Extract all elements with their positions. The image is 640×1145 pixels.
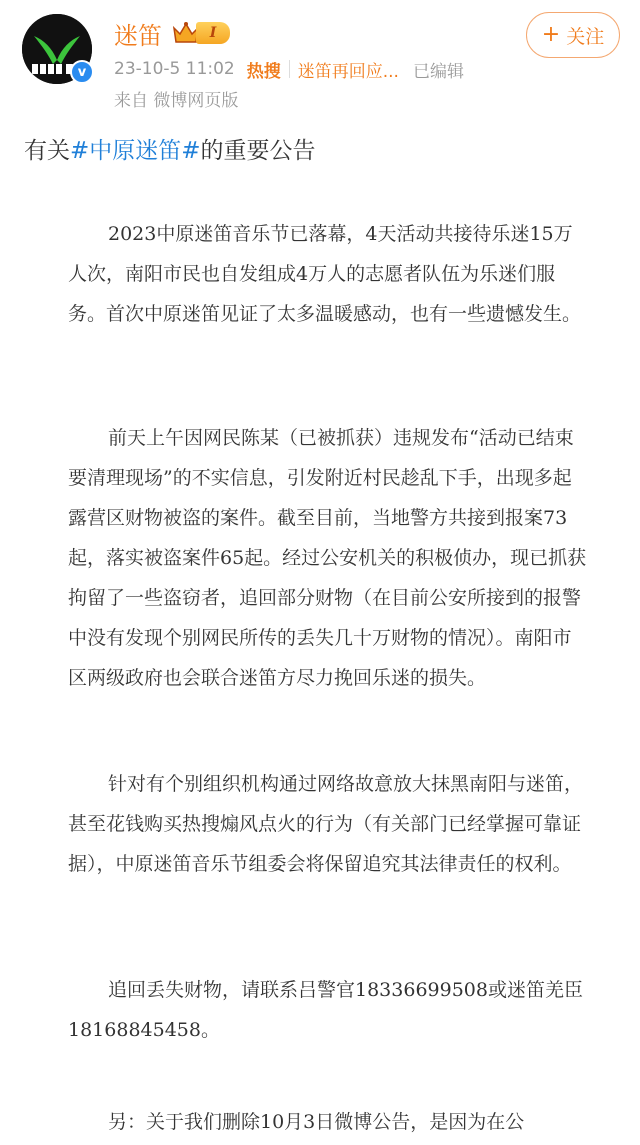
verified-icon (70, 60, 94, 84)
post-paragraph: 2023中原迷笛音乐节已落幕，4天活动共接待乐迷15万人次，南阳市民也自发组成4万人的志愿者队伍为乐迷们服务。首次中原迷笛见证了太多温暖感动，也有一些遗憾发生。 (68, 223, 582, 325)
name-row (114, 16, 230, 50)
post-paragraph: 另：关于我们删除10月3日微博公告，是因为在公 (108, 1111, 525, 1133)
post-time[interactable]: 23-10-5 11:02 (114, 59, 235, 79)
post-paragraph: 针对有个别组织机构通过网络故意放大抹黑南阳与迷笛，甚至花钱购买热搜煽风点火的行为（有关部门已经掌握可靠证据），中原迷笛音乐节组委会将保留追究其法律责任的权利。 (68, 773, 584, 875)
hot-search-topic[interactable]: 迷笛再回应... (297, 61, 399, 82)
post-header (0, 0, 640, 120)
username[interactable]: 迷笛 (114, 21, 162, 50)
post-source: 来自 微博网页版 (114, 91, 239, 111)
follow-button[interactable] (526, 12, 620, 58)
plus-icon: + (541, 22, 561, 47)
divider (289, 60, 290, 78)
verified-mark: v (77, 64, 87, 80)
title-suffix: 的重要公告 (200, 138, 316, 164)
post-paragraph: 前天上午因网民陈某（已被抓获）违规发布“活动已结束要清理现场”的不实信息，引发附近村民趁乱下手，出现多起露营区财物被盗的案件。截至目前，当地警方共接到报案73起，落实被盗案件65起。经过公安机关的积极侦办，现已抓获拘留了一些盗窃者，追回部分财物（在目前公安所接到的报警中没有发现个别网民所传的丢失几十万财物的情况）。南阳市区两级政府也会联合迷笛方尽力挽回乐迷的损失。 (68, 427, 587, 689)
topic-link[interactable]: #中原迷笛# (70, 138, 201, 164)
post-paragraph: 追回丢失财物，请联系吕警官18336699508或迷笛羌臣 18168845458。 (68, 979, 583, 1041)
title-prefix: 有关 (24, 138, 70, 164)
edited-label[interactable]: 已编辑 (412, 61, 464, 82)
post-title (24, 132, 316, 165)
member-badge[interactable] (172, 20, 230, 46)
member-level: I (196, 22, 230, 44)
follow-label: 关注 (566, 25, 605, 48)
hot-search-label[interactable]: 热搜 (246, 61, 281, 82)
meta-row (114, 56, 464, 82)
